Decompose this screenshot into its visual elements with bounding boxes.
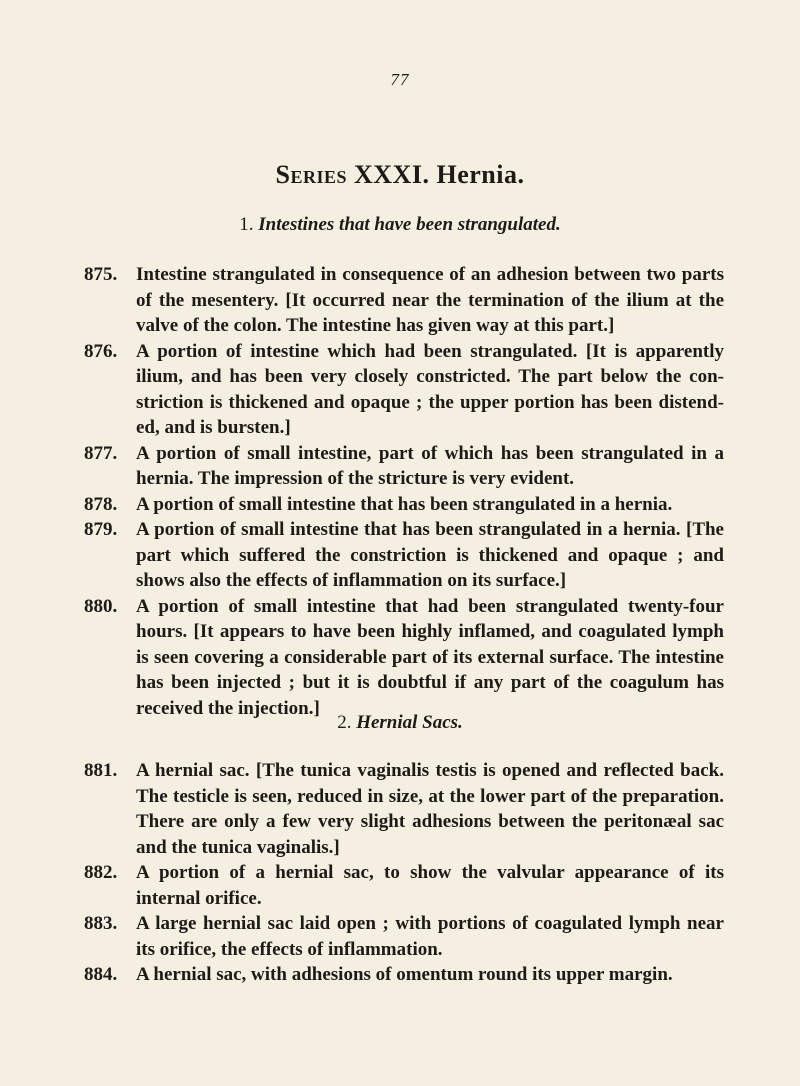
section-1-entries (0, 262, 800, 721)
page-number: 77 (390, 70, 410, 89)
entry-text: A large hernial sac laid open ; with portions of coagulated lymph near its orifice, the effects of inflammation. (136, 913, 724, 960)
section-heading-1 (0, 214, 800, 236)
section-title: Hernial Sacs. (356, 712, 463, 733)
entry-879 (0, 517, 800, 594)
entry-878 (0, 492, 800, 518)
entry-884 (0, 962, 800, 988)
entry-875 (0, 262, 800, 339)
entry-text: A portion of intestine which had been strangulated. [It is apparently ilium, and has been very closely constricted. The part below the con- striction is thickened and opaque ; the upper portion has been distend- ed, and is bursten.] (136, 340, 724, 438)
entry-text: A hernial sac. [The tunica vaginalis testis is opened and reflected back. The testicle is seen, reduced in size, at the lower part of the preparation. There are only a few very slight adhesions between the peritonæal sac and the tunica vaginalis.] (136, 760, 724, 858)
entry-text: A portion of small intestine that has been strangulated in a hernia. (136, 493, 673, 515)
series-name: Hernia. (436, 160, 525, 189)
entry-text: A hernial sac, with adhesions of omentum round its upper margin. (136, 964, 673, 985)
entry-number: 875. (84, 264, 118, 285)
entry-text: A portion of small intestine, part of which has been strangulated in a hernia. The impression of the stricture is very evident. (136, 442, 724, 489)
entry-text: A portion of small intestine that has been strangulated in a hernia. [The part which suffered the constriction is thickened and opaque ; and shows also the effects of inflammation on its surface.] (136, 519, 724, 591)
entry-880 (0, 594, 800, 722)
series-prefix: Series XXXI. (275, 160, 430, 189)
entry-number: 881. (84, 760, 118, 781)
entry-text: A portion of a hernial sac, to show the valvular appearance of its internal orifice. (136, 862, 724, 909)
entry-882 (0, 860, 800, 911)
section-heading-2 (0, 712, 800, 734)
entry-number: 882. (84, 862, 118, 883)
section-title: Intestines that have been strangulated. (258, 214, 561, 235)
entry-number: 876. (84, 340, 118, 362)
entry-number: 883. (84, 913, 118, 934)
entry-number: 880. (84, 595, 118, 617)
section-number: 1. (239, 214, 254, 235)
entry-876 (0, 339, 800, 441)
section-2-entries (0, 758, 800, 988)
entry-text: A portion of small intestine that had been strangulated twenty-four hours. [It appears to have been highly inflamed, and coagulated lymph is seen covering a considerable part of its external surface. The intestine has been injected ; but it is doubtful if any part of the coagulum has received the injection.] (136, 595, 724, 719)
entry-877 (0, 441, 800, 492)
entry-881 (0, 758, 800, 860)
entry-number: 877. (84, 442, 118, 464)
entry-text: Intestine strangulated in consequence of an adhesion between two parts of the mesentery. [It occurred near the termination of the ilium at the valve of the colon. The intestine has given way at this part.] (136, 264, 724, 336)
entry-number: 878. (84, 493, 118, 515)
series-title (0, 160, 800, 190)
entry-number: 884. (84, 964, 118, 985)
entry-883 (0, 911, 800, 962)
entry-number: 879. (84, 519, 118, 540)
section-number: 2. (337, 712, 352, 733)
